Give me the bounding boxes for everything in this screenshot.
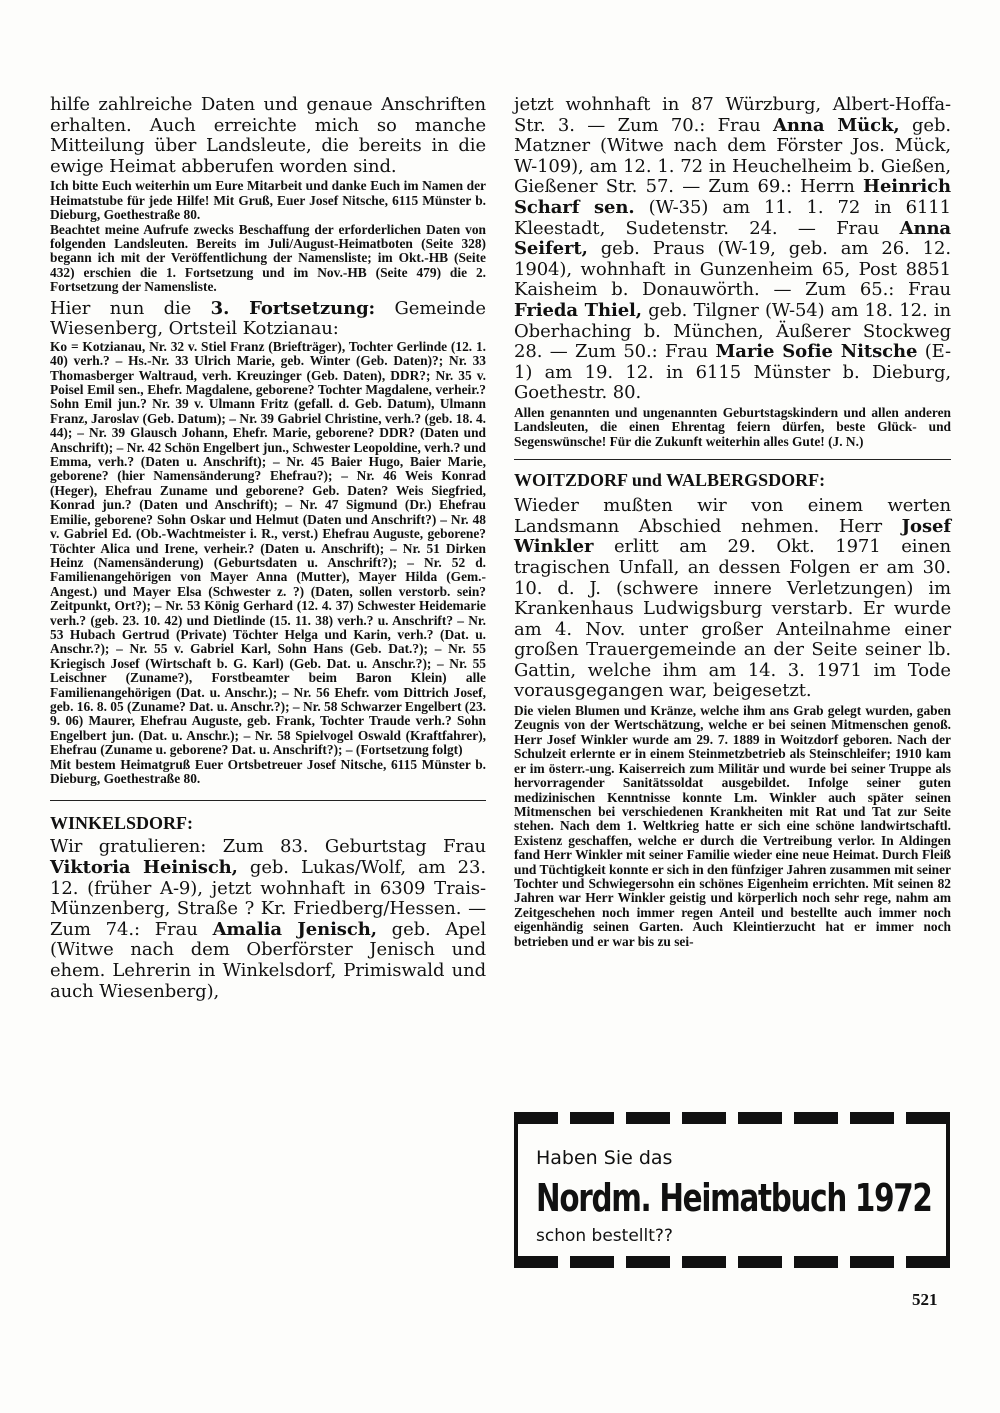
- r-text-4: geb. Praus (W-19, geb. am 26. 12. 1904), wohnhaft in Gunzenheim 65, Post 8851 Kaisheim b. Donauwörth. — Zum 65.: Frau: [514, 238, 951, 301]
- w-text-3: geb. Apel (Witwe nach dem Oberförster Jenisch und ehem. Lehrerin in Winkelsdorf, Primiswald und auch Wiesenberg),: [50, 918, 486, 1002]
- greeting-paragraph: Allen genannten und ungenannten Geburtstagskindern und allen anderen Landsleuten, die einen Ehrentag feiern dürfen, beste Glück- und Segenswünsche! Für die Zukunft weiterhin alles Gute! (J. N.): [514, 404, 951, 449]
- section-separator-right: [514, 459, 951, 460]
- left-column: [50, 95, 486, 1002]
- name-list: Ko = Kotzianau, Nr. 32 v. Stiel Franz (Briefträger), Tochter Gerlinde (12. 1. 40) verh.? – Hs.-Nr. 33 Ulrich Marie, geb. Winter (Geb. Daten)?; Nr. 33 Thomasberger Waltraud, verh. Kreuzinger (Geb. Daten), DDR?; Nr. 35 v. Poisel Emil sen., Ehefr. Magdalene, geborene? Tochter Magdalene, verheir.? Sohn Emil jun.? Nr. 39 v. Ulmann Fritz (gefall. d. Geb. Datum), Ulmann Franz, Jaroslav (Geb. Datum); – Nr. 39 Gabriel Christine, verh.? (geb. 18. 4. 44); – Nr. 39 Glausch Johann, Ehefr. Marie, geborene? DDR? (Daten und Anschrift); – Nr. 42 Schön Engelbert jun., Schwester Leopoldine, verh.? und Emma, verh.? (Daten u. Anschrift); – Nr. 45 Baier Hugo, Baier Marie, geborene? (hier Namensänderung? Ehefrau?); – Nr. 46 Weis Konrad (Heger), Ehefrau Zuname und geborene? Geb. Daten? Weis Siegfried, Konrad jun.? (Daten und Anschrift); – Nr. 47 Sigmund (Dr.) Ehefrau Emilie, geborene? Sohn Oskar und Helmut (Daten und Anschrift?) – Nr. 48 v. Gabriel Ed. (Ob.-Wachtmeister i. R., verst.) Ehefrau Auguste, geborene? Töchter Alica und Irene, verheir.? (Daten u. Anschrift); – Nr. 51 Dirken Heinz (Namensänderung) (Geburtsdaten u. Anschrift?); – Nr. 52 d. Familienangehörigen von Mayer Anna (Mutter), Mayer Hilda (Gem.-Angest.) und Mayer Elsa (Schwester z. ?) (Daten, sollen verstorb. sein? Zeitpunkt, Ort?); – Nr. 53 König Gerhard (12. 4. 37) Schwester Heidemarie verh.? (geb. 23. 10. 42) und Dietlinde (15. 11. 38) verh.? u. Anschrift? – Nr. 53 Hubach Gertrud (Private) Töchter Helga und Karin, verh.? (Dat. u. Anschr.?); – Nr. 55 v. Gabriel Karl, Sohn Hans (Geb. Dat.?); – Nr. 55 Kriegisch Josef (Wirtschaft b. G. Karl) (Geb. Dat. u. Anschr.?); – Nr. 55 Leischner (Zuname?), Forstbeamter beim Baron Klein) alle Familienangehörigen (Dat. u. Anschr.); – Nr. 56 Ehefr. vom Dittrich Josef, geb. 16. 8. 05 (Zuname? Dat. u. Anschr.?); – Nr. 58 Schwarzer Engelbert (23. 9. 06) Maurer, Ehefrau Auguste, geb. Frank, Tochter Traude verh.? Sohn Engelbert jun. (Dat. u. Anschr.); – Nr. 58 Spielvogel Oswald (Kraftfahrer), Ehefrau (Zuname u. geborene? Dat. u. Anschrift?); – (Fortsetzung folgt): [50, 338, 486, 758]
- ad-right-border: [946, 1112, 950, 1268]
- r-text-1: jetzt wohnhaft in 87 Würzburg, Albert-Hoffa-Str. 3. — Zum 70.: Frau: [514, 94, 951, 136]
- ad-title: Nordm. Heimatbuch 1972: [536, 1176, 932, 1220]
- o-name: Josef Winkler: [514, 515, 951, 558]
- ad-bottom-border: [514, 1256, 950, 1268]
- fortsetzung-bold: 3. Fortsetzung:: [210, 297, 376, 319]
- w-text-1: Wir gratulieren: Zum 83. Geburtstag Frau: [50, 836, 486, 858]
- ad-top-border: [514, 1112, 950, 1124]
- r-text-5: geb. Tilgner (W-54) am 18. 12. in Oberhaching b. München, Äußerer Stockweg 28. — Zum 50.: Frau: [514, 299, 951, 363]
- fortsetzung-post: Gemeinde Wiesenberg, Ortsteil Kotzianau:: [50, 297, 486, 340]
- w-name-1: Viktoria Heinisch,: [50, 857, 238, 878]
- birthday-paragraph: [514, 95, 951, 404]
- notice-paragraph: Beachtet meine Aufrufe zwecks Beschaffung der erforderlichen Daten von folgenden Landsleuten. Bereits im Juli/August-Heimatboten (Seite 328) begann ich mit der Veröffentlichung der Namensliste; im Okt.-HB (Seite 432) erschien die 1. Fortsetzung und im Nov.-HB (Seite 479) die 2. Fortsetzung der Namensliste.: [50, 221, 486, 295]
- o-text-2: erlitt am 29. Okt. 1971 einen tragischen Unfall, an dessen Folgen er am 30. 10. d. J. (schwere innere Verletzungen) im Krankenhaus Ludwigsburg verstarb. Er wurde am 4. Nov. unter großer Anteilnahme einer großen Trauergemeinde an der Seite seiner lb. Gattin, welche ihm am 14. 3. 1971 im Tode vorausgegangen war, beigesetzt.: [514, 536, 951, 702]
- obituary-paragraph: [514, 496, 951, 702]
- winkelsdorf-heading: WINKELSDORF:: [50, 813, 194, 834]
- fortsetzung-paragraph: [50, 299, 486, 340]
- woitzdorf-heading: WOITZDORF und WALBERGSDORF:: [514, 470, 826, 491]
- w-name-2: Amalia Jenisch,: [212, 918, 377, 940]
- r-name-5: Marie Sofie Nitsche: [715, 341, 918, 363]
- r-name-2: Heinrich Scharf sen.: [514, 176, 951, 218]
- winkelsdorf-paragraph: [50, 837, 486, 1002]
- heimatbuch-advertisement: [514, 1112, 950, 1268]
- r-name-4: Frieda Thiel,: [514, 299, 642, 321]
- intro-paragraph: hilfe zahlreiche Daten und genaue Anschriften erhalten. Auch erreichte mich so manche Mitteilung über Landsleute, die bereits in die ewige Heimat abberufen worden sind.: [50, 94, 486, 177]
- r-text-3: (W-35) am 11. 1. 72 in 6111 Kleestadt, Sudetenstr. 24. — Frau: [514, 196, 952, 239]
- obituary-detail: Die vielen Blumen und Kränze, welche ihm ans Grab gelegt wurden, gaben Zeugnis von der Wertschätzung, welche er bei seinen Mitmenschen genoß. Herr Josef Winkler wurde am 29. 7. 1889 in Woitzdorf geboren. Nach der Schulzeit erlernte er in einem Steinmetzbetrieb als Steinschleifer; 1910 kam er im österr.-ung. Kaiserreich zum Militär und wurde bei seiner Truppe als hervorragender Sanitätssoldat ausgebildet. Infolge seiner guten medizinischen Kenntnisse konnte Lm. Winkler auch später seinen Mitmenschen bei verschiedenen Krankheiten mit Rat und Tat zur Seite stehen. Nach dem 1. Weltkrieg hatte er sich eine schöne landwirtschaftl. Existenz geschaffen, welche er durch die Vertreibung verlor. In Aldingen fand Herr Winkler mit seiner Familie wieder eine neue Heimat. Durch Fleiß und Tüchtigkeit konnte er sich in den fünfziger Jahren zusammen mit seiner Tochter und Schwiegersohn ein schönes Eigenheim errichten. Mit seinen 82 Jahren war Herr Winkler geistig und körperlich noch sehr rege, nahm am Zeitgeschehen noch immer regen Anteil und bestellte auch immer noch eigenhändig seinen Garten. Auch Kleintierzucht hat er immer noch betrieben und er war bis zu sei-: [514, 703, 951, 949]
- right-column: [514, 95, 951, 949]
- page-number: 521: [912, 1290, 938, 1309]
- section-separator: [50, 800, 486, 801]
- r-name-1: Anna Mück,: [773, 114, 900, 136]
- closing-paragraph: Mit bestem Heimatgruß Euer Ortsbetreuer Josef Nitsche, 6115 Münster b. Dieburg, Goethestraße 80.: [50, 756, 486, 786]
- ad-line-3: schon bestellt??: [536, 1226, 673, 1246]
- thanks-paragraph: Ich bitte Euch weiterhin um Eure Mitarbeit und danke Euch im Namen der Heimatstube für jede Hilfe! Mit Gruß, Euer Josef Nitsche, 6115 Münster b. Dieburg, Goethestraße 80.: [50, 178, 486, 223]
- r-name-3: Anna Seifert,: [514, 217, 951, 260]
- ad-left-border: [514, 1112, 518, 1268]
- o-text-1: Wieder mußten wir von einem werten Landsmann Abschied nehmen. Herr: [514, 495, 951, 537]
- r-text-6: (E-1) am 19. 12. in 6115 Münster b. Dieburg, Goethestr. 80.: [514, 341, 951, 404]
- ad-line-1: Haben Sie das: [536, 1147, 673, 1169]
- fortsetzung-pre: Hier nun die: [50, 297, 211, 319]
- w-text-2: geb. Lukas/Wolf, am 23. 12. (früher A-9), jetzt wohnhaft in 6309 Trais-Münzenberg, Straße ? Kr. Friedberg/Hessen. — Zum 74.: Frau: [50, 857, 487, 940]
- r-text-2: geb. Matzner (Witwe nach dem Förster Jos. Mück, W-109), am 12. 1. 72 in Heuchelheim b. Gießen, Gießener Str. 57. — Zum 69.: Herrn: [514, 114, 952, 198]
